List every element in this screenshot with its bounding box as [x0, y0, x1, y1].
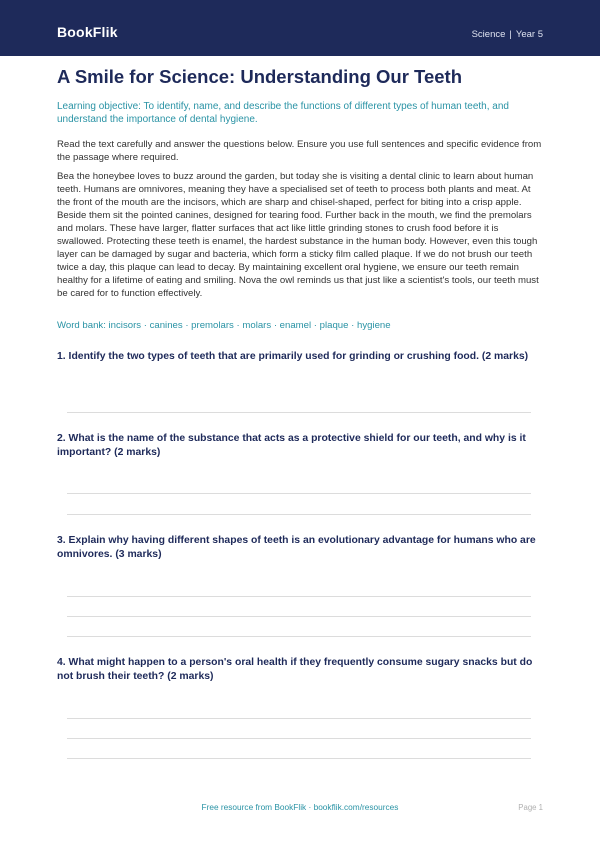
reading-passage: Bea the honeybee loves to buzz around the garden, but today she is visiting a dental clinic to learn about human teeth. Humans are omnivores, meaning they have a specialised set of teeth to process both plants and meat. At the front of the mouth are the incisors, which are sharp and chisel-shaped, perfect for biting into a crisp apple. Beside them sit the pointed canines, designed for tearing food. Further back in the mouth, we find the premolars and molars. These have larger, flatter surfaces that act like little grinding stones to crush food before it is swallowed. Protecting these teeth is enamel, the hardest substance in the human body. However, even this tough layer can be damaged by sugar and bacteria, which form a sticky film called plaque. If we do not brush our teeth twice a day, this plaque can lead to decay. By maintaining excellent oral hygiene, we ensure our teeth remain healthy for a lifetime of eating and smiling. Nova the owl reminds us that just like a scientist's tools, our teeth must be cared for to function effectively.: [57, 171, 539, 299]
page-number: Page 1: [518, 803, 543, 812]
question-1: 1. Identify the two types of teeth that are primarily used for grinding or crushing food. (2 marks): [57, 351, 529, 362]
footer-resource-link[interactable]: Free resource from BookFlik · bookflik.com/resources: [201, 802, 399, 812]
instructions-text: Read the text carefully and answer the questions below. Ensure you use full sentences and specific evidence from the passage where required.: [57, 139, 542, 163]
header-bar: [0, 0, 600, 56]
answer-line[interactable]: [67, 514, 531, 515]
answer-line[interactable]: [67, 596, 531, 597]
learning-objective: Learning objective: To identify, name, and describe the functions of different types of human teeth, and understand the importance of dental hygiene.: [57, 101, 509, 125]
answer-line[interactable]: [67, 738, 531, 739]
year-label: Year 5: [515, 29, 543, 40]
answer-line[interactable]: [67, 636, 531, 637]
answer-line[interactable]: [67, 718, 531, 719]
subject-year-label: [472, 29, 543, 40]
question-3: 3. Explain why having different shapes of teeth is an evolutionary advantage for humans who are omnivores. (3 marks): [57, 535, 536, 560]
worksheet-title: A Smile for Science: Understanding Our Teeth: [57, 66, 463, 87]
brand-logo-text[interactable]: BookFlik: [57, 24, 118, 40]
subject-label: Science: [471, 29, 506, 40]
question-2: 2. What is the name of the substance that acts as a protective shield for our teeth, and why is it important? (2 marks): [57, 433, 526, 458]
answer-line[interactable]: [67, 412, 531, 413]
separator: |: [509, 29, 512, 40]
word-bank: Word bank: incisors · canines · premolars · molars · enamel · plaque · hygiene: [57, 320, 391, 331]
answer-line[interactable]: [67, 493, 531, 494]
answer-line[interactable]: [67, 616, 531, 617]
question-4: 4. What might happen to a person's oral health if they frequently consume sugary snacks but do not brush their teeth? (2 marks): [57, 657, 533, 682]
answer-line[interactable]: [67, 758, 531, 759]
